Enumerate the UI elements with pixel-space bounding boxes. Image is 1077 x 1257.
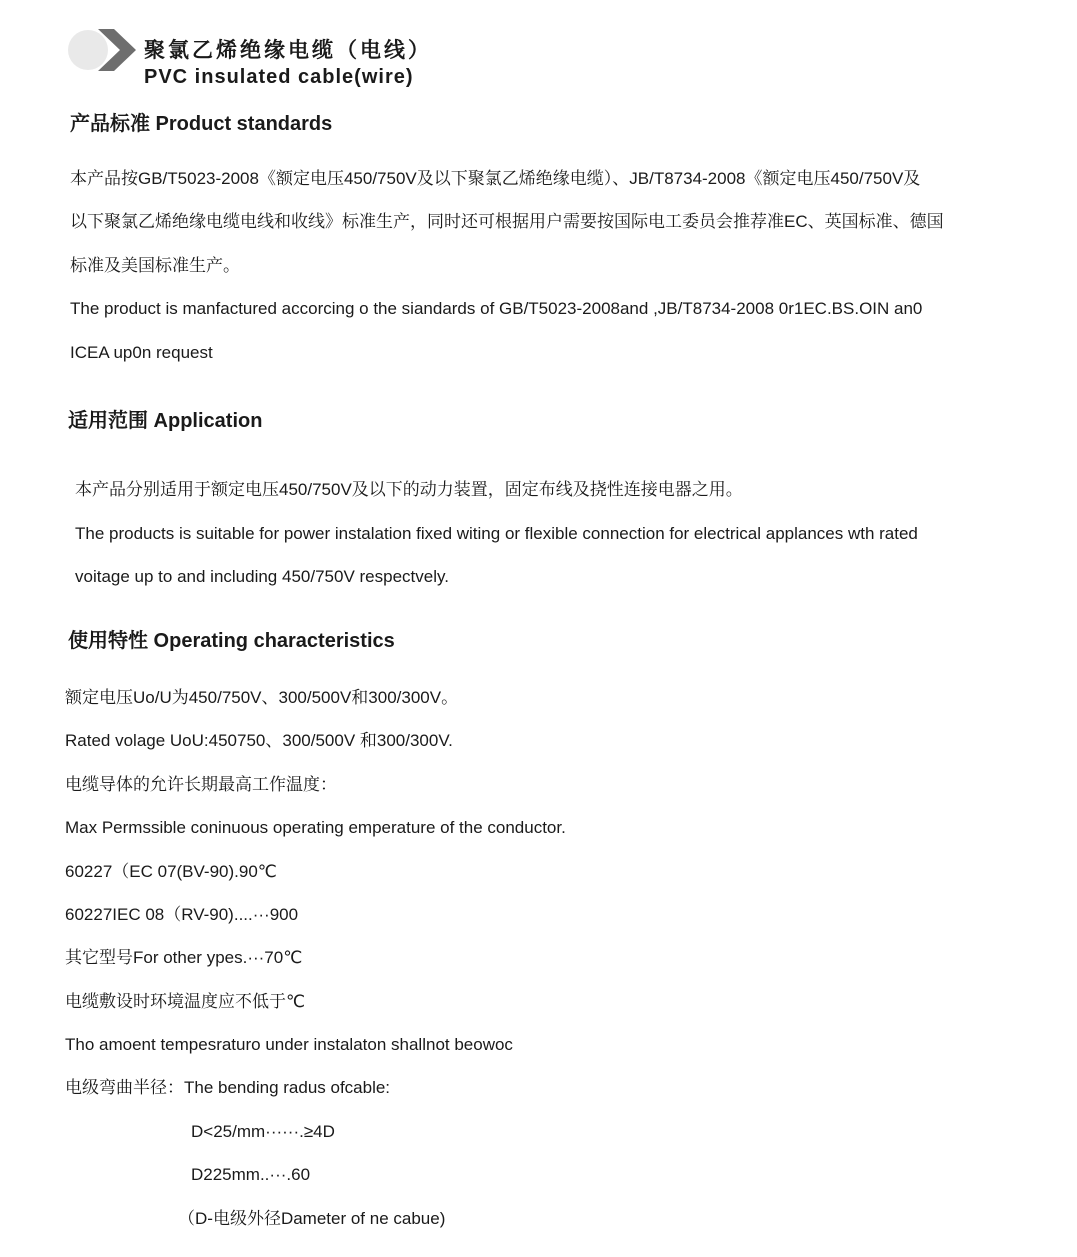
operating-line: （D-电级外径Dameter of ne cabue) <box>178 1209 446 1228</box>
heading-product-standards: 产品标准 Product standards <box>70 113 333 135</box>
operating-line: Max Permssible coninuous operating emperature of the conductor. <box>65 818 566 837</box>
standards-line: ICEA up0n request <box>70 343 213 362</box>
heading-operating-characteristics: 使用特性 Operating characteristics <box>68 630 395 652</box>
application-line: The products is suitable for power instalation fixed witing or flexible connection for electrical applances wth rated <box>75 524 918 543</box>
operating-line: 电缆敷设时环境温度应不低于℃ <box>65 992 306 1011</box>
operating-line: Tho amoent tempesraturo under instalaton shallnot beowoc <box>65 1035 513 1054</box>
standards-line: 标准及美国标准生产。 <box>70 256 240 275</box>
operating-line: Rated volage UoU:450750、300/500V 和300/300V. <box>65 731 453 750</box>
title-chinese: 聚氯乙烯绝缘电缆（电线） <box>144 39 432 62</box>
standards-line: The product is manfactured accorcing o the siandards of GB/T5023-2008and ,JB/T8734-2008 0r1EC.BS.OIN an0 <box>70 299 923 318</box>
application-line: voitage up to and including 450/750V respectvely. <box>75 567 449 586</box>
operating-line: 额定电压Uo/U为450/750V、300/500V和300/300V。 <box>65 688 459 707</box>
operating-line: 电缆导体的允许长期最高工作温度： <box>65 775 337 794</box>
application-line: 本产品分别适用于额定电压450/750V及以下的动力装置，固定布线及挠性连接电器之用。 <box>75 480 743 499</box>
heading-application: 适用范围 Application <box>68 410 263 432</box>
operating-line: D<25/mm······.≥4D <box>191 1122 335 1141</box>
operating-line: 电级弯曲半径：The bending radus ofcable: <box>65 1078 391 1097</box>
chevron-logo-icon <box>64 26 138 74</box>
standards-line: 以下聚氯乙烯绝缘电缆电线和收线》标准生产，同时还可根据用户需要按国际电工委员会推荐准EC、英国标准、德国 <box>70 212 944 231</box>
title-english: PVC insulated cable(wire) <box>144 66 414 88</box>
operating-line: 其它型号For other ypes.···70℃ <box>65 948 303 967</box>
operating-line: 60227IEC 08（RV-90)....···900 <box>65 905 299 924</box>
operating-line: 60227（EC 07(BV-90).90℃ <box>65 862 277 881</box>
operating-line: D225mm..···.60 <box>191 1165 311 1184</box>
standards-line: 本产品按GB/T5023-2008《额定电压450/750V及以下聚氯乙烯绝缘电缆）、JB/T8734-2008《额定电压450/750V及 <box>70 169 921 188</box>
